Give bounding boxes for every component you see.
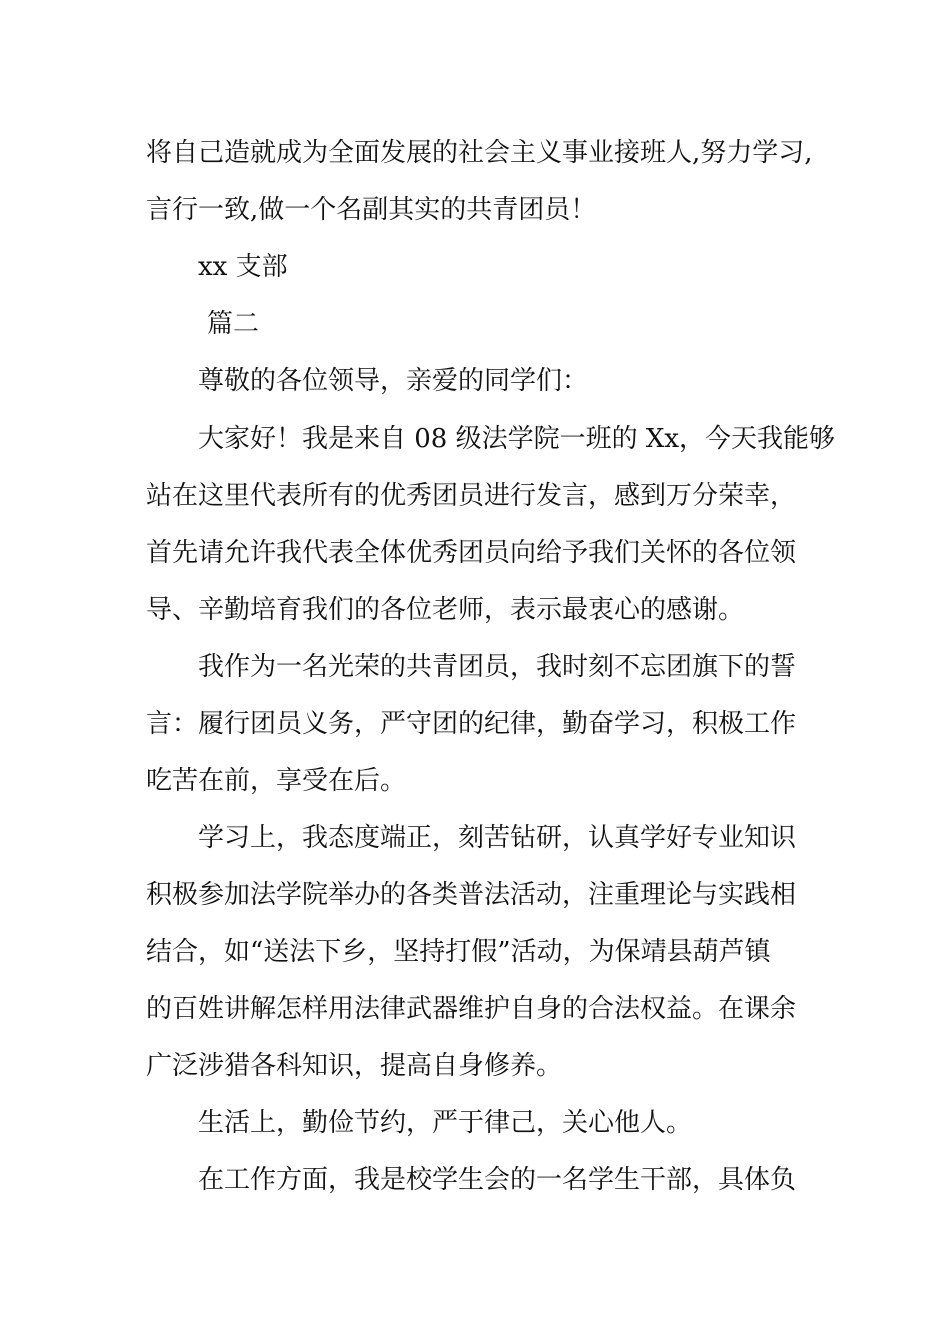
section-heading: 篇二	[207, 309, 260, 339]
text-line: 积极参加法学院举办的各类普法活动，注重理论与实践相	[146, 880, 797, 910]
text-line: 的百姓讲解怎样用法律武器维护自身的合法权益。在课余	[146, 994, 797, 1024]
text-line: 生活上，勤俭节约，严于律己，关心他人。	[198, 1108, 693, 1138]
text-line: 学习上，我态度端正，刻苦钻研，认真学好专业知识	[198, 823, 797, 853]
text-line: 结合，如“送法下乡，坚持打假”活动，为保靖县葫芦镇	[146, 937, 771, 967]
text-line: 站在这里代表所有的优秀团员进行发言，感到万分荣幸，	[146, 481, 797, 511]
text-line: 吃苦在前，享受在后。	[146, 766, 407, 796]
text-line: 大家好！我是来自 08 级法学院一班的 Xx，今天我能够	[198, 424, 836, 454]
text-line: 导、辛勤培育我们的各位老师，表示最衷心的感谢。	[146, 595, 745, 625]
text-line: 言：履行团员义务，严守团的纪律，勤奋学习，积极工作	[146, 709, 797, 739]
signature-line: xx 支部	[198, 252, 288, 282]
text-line: 首先请允许我代表全体优秀团员向给予我们关怀的各位领	[146, 538, 797, 568]
salutation-line: 尊敬的各位领导，亲爱的同学们：	[198, 366, 589, 396]
text-line: 我作为一名光荣的共青团员，我时刻不忘团旗下的誓	[198, 652, 797, 682]
text-line: 广泛涉猎各科知识，提高自身修养。	[146, 1051, 563, 1081]
text-line: 言行一致,做一个名副其实的共青团员！	[146, 195, 597, 225]
text-line: 在工作方面，我是校学生会的一名学生干部，具体负	[198, 1165, 797, 1195]
text-line: 将自己造就成为全面发展的社会主义事业接班人,努力学习,	[146, 138, 813, 168]
